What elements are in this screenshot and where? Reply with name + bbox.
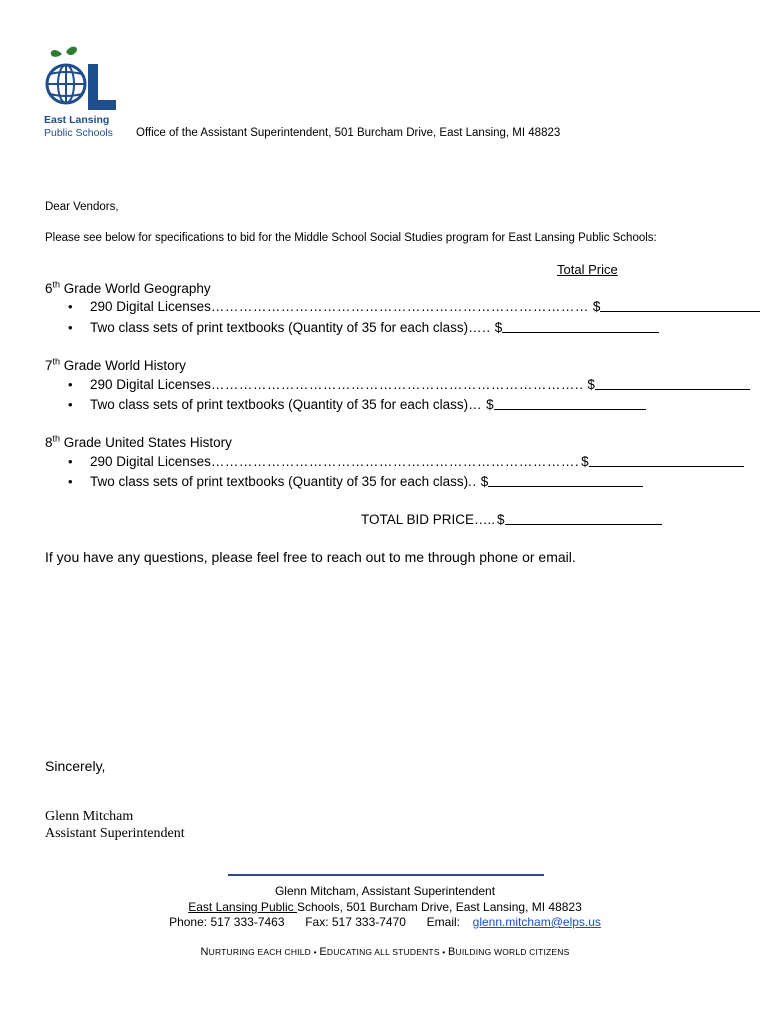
bullet-icon: • [68,320,73,335]
price-blank[interactable] [502,320,659,333]
section-title-grade-8 [45,435,232,450]
list-item [68,397,646,412]
footer-divider [228,874,544,876]
grade-ordinal: th [52,279,61,290]
item-leader: ……………………………………………………………………… [210,299,589,314]
signer-name: Glenn Mitcham [45,809,134,824]
price-blank[interactable] [600,299,760,312]
total-bid-leader: ….. [474,512,496,527]
bullet-icon: • [68,454,73,469]
grade-title: Grade World Geography [63,281,211,296]
list-item [68,320,659,335]
footer-address-rest: Schools, 501 Burcham Drive, East Lansing, MI 48823 [296,900,582,914]
footer-address [0,900,770,914]
motto-separator: • [442,947,446,957]
grade-title: Grade United States History [63,435,232,450]
intro-paragraph: Please see below for specifications to bid for the Middle School Social Studies program for East Lansing Public Schools: [45,232,657,244]
total-bid-line [361,512,662,527]
grade-ordinal: th [52,356,61,367]
item-text: Two class sets of print textbooks (Quantity of 35 for each class) [90,320,469,335]
grade-number: 6 [45,281,53,296]
list-item [68,299,760,314]
price-blank[interactable] [488,474,643,487]
grade-ordinal: th [52,433,61,444]
footer-phone: Phone: 517 333-7463 [169,915,285,929]
footer-fax: Fax: 517 333-7470 [305,915,406,929]
bullet-icon: • [68,377,73,392]
price-blank[interactable] [589,454,744,467]
dollar-sign: $ [581,454,589,469]
grade-number: 8 [45,435,53,450]
item-text: 290 Digital Licenses [90,454,211,469]
motto-separator: • [313,947,317,957]
total-bid-blank[interactable] [505,512,662,525]
motto-phrase: URTURING EACH CHILD [208,947,314,957]
signer-title: Assistant Superintendent [45,826,185,841]
footer-email-label: Email: [426,915,460,929]
dollar-sign: $ [486,397,494,412]
item-text: 290 Digital Licenses [90,377,211,392]
dollar-sign: $ [592,299,601,314]
grade-title: Grade World History [63,358,186,373]
item-leader: … [468,397,483,412]
price-blank[interactable] [494,397,646,410]
motto-initial: B [448,946,456,958]
footer-name-title: Glenn Mitcham, Assistant Superintendent [274,884,496,898]
greeting: Dear Vendors, [45,201,119,213]
motto-phrase: DUCATING ALL STUDENTS [326,947,443,957]
dollar-sign: $ [494,320,503,335]
section-title-grade-6 [45,281,211,296]
dollar-sign: $ [497,512,505,527]
bullet-icon: • [68,474,73,489]
footer-email-link[interactable]: glenn.mitcham@elps.us [472,915,601,929]
grade-number: 7 [45,358,53,373]
motto-initial: E [319,946,327,958]
closing: Sincerely, [45,758,106,774]
questions-sentence: If you have any questions, please feel free to reach out to me through phone or email. [45,549,576,565]
list-item [68,454,744,469]
item-leader: ….. [468,320,491,335]
logo-wordmark [44,114,134,140]
bullet-icon: • [68,299,73,314]
motto-phrase: UILDING WORLD CITIZENS [455,947,570,957]
footer-district-name: East Lansing Public [188,900,297,914]
list-item [68,474,643,489]
item-text: Two class sets of print textbooks (Quantity of 35 for each class) [90,474,469,489]
dollar-sign: $ [587,377,595,392]
price-blank[interactable] [595,377,750,390]
logo-line-2: Public Schools [44,127,113,139]
item-leader: ……………………………………………………………………. [210,454,580,469]
list-item [68,377,750,392]
dollar-sign: $ [480,474,489,489]
item-text: 290 Digital Licenses [90,299,211,314]
motto-initial: N [200,946,209,958]
total-bid-label: TOTAL BID PRICE [361,512,475,527]
item-text: Two class sets of print textbooks (Quantity of 35 for each class) [90,397,469,412]
item-leader: …………………………………………………………………….. [210,377,584,392]
section-title-grade-7 [45,358,186,373]
district-motto [0,946,770,958]
item-leader: .. [468,474,477,489]
logo-line-1: East Lansing [44,114,110,126]
office-address-line: Office of the Assistant Superintendent, 501 Burcham Drive, East Lansing, MI 48823 [136,127,561,139]
total-price-heading: Total Price [557,262,618,277]
bullet-icon: • [68,397,73,412]
footer-contact [0,915,770,929]
